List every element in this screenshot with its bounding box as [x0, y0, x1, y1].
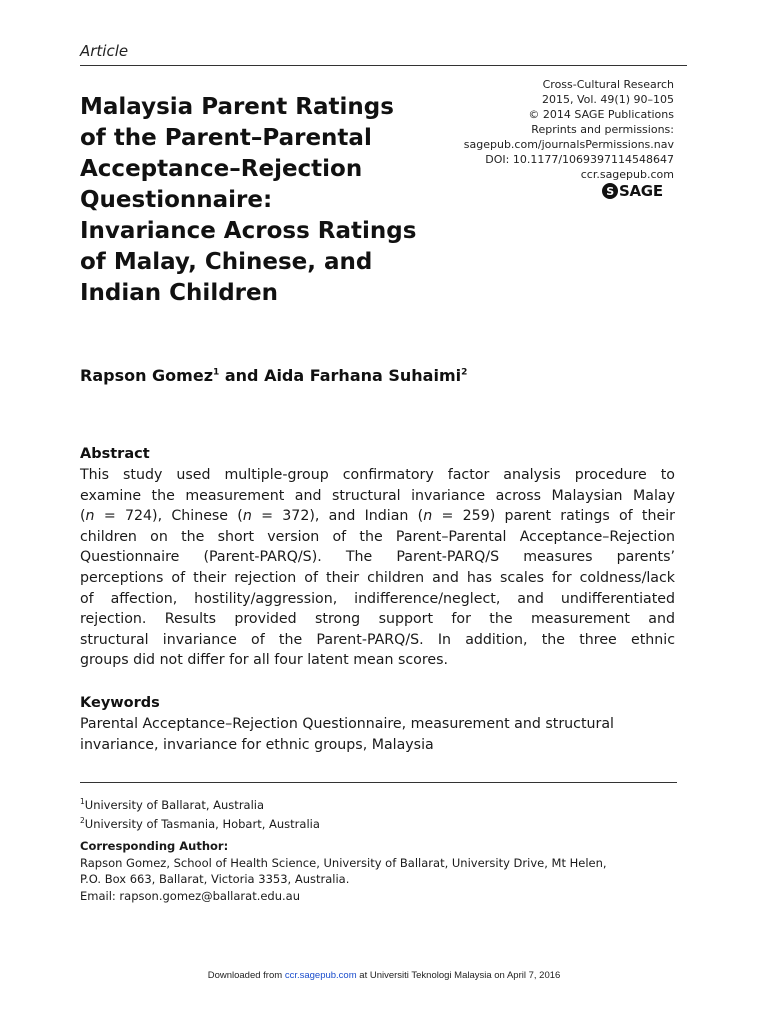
title-line: Indian Children: [80, 280, 278, 306]
corresponding-author: [80, 838, 607, 904]
affiliation-item: $^2$University of Tasmania, Hobart, Australia: [80, 816, 320, 832]
article-type-label: Article: [80, 42, 129, 60]
sage-logo: [602, 182, 663, 200]
title-line: Invariance Across Ratings: [80, 218, 417, 244]
abstract-line: groups did not differ for all four latent mean scores.: [80, 652, 448, 669]
author-name: Rapson Gomez: [80, 366, 214, 385]
corresponding-line: Rapson Gomez, School of Health Science, University of Ballarat, University Drive, Mt Helen,: [80, 855, 607, 870]
journal-url[interactable]: ccr.sagepub.com: [580, 168, 674, 181]
abstract-line: children on the short version of the Parent–Parental Acceptance–Rejection: [80, 528, 675, 545]
footnote-divider: [80, 782, 677, 783]
author-connector: and: [219, 366, 265, 385]
footer-suffix: at Universiti Teknologi Malaysia on April 7, 2016: [356, 970, 561, 981]
title-line: of Malay, Chinese, and: [80, 249, 373, 275]
doi-line[interactable]: DOI: 10.1177/1069397114548647: [485, 153, 674, 166]
title-line: of the Parent–Parental: [80, 125, 372, 151]
download-footer: [0, 970, 768, 981]
abstract-line: examine the measurement and structural invariance across Malaysian Malay: [80, 487, 675, 504]
abstract-line: Questionnaire (Parent-PARQ/S). The Parent-PARQ/S measures parents’: [80, 549, 675, 566]
sage-logo-icon: S: [602, 183, 618, 199]
title-line: Malaysia Parent Ratings: [80, 94, 394, 120]
permissions-link[interactable]: sagepub.com/journalsPermissions.nav: [463, 138, 674, 151]
title-line: Acceptance–Rejection: [80, 156, 363, 182]
abstract-line: of affection, hostility/aggression, indifference/neglect, and undifferentiated: [80, 590, 675, 607]
corresponding-email[interactable]: Email: rapson.gomez@ballarat.edu.au: [80, 888, 301, 903]
footer-prefix: Downloaded from: [207, 970, 285, 981]
keywords-line: Parental Acceptance–Rejection Questionnaire, measurement and structural: [80, 716, 614, 732]
keywords-text: [80, 714, 680, 755]
abstract-line: (n = 724), Chinese (n = 372), and Indian (n = 259) parent ratings of their: [80, 508, 675, 525]
title-line: Questionnaire:: [80, 187, 273, 213]
abstract-line: structural invariance of the Parent-PARQ/S. In addition, the three ethnic: [80, 631, 675, 648]
author-name: Aida Farhana Suhaimi: [264, 366, 462, 385]
affiliation-marker: 1: [213, 367, 220, 378]
copyright-line: © 2014 SAGE Publications: [528, 108, 674, 121]
journal-volume: 2015, Vol. 49(1) 90–105: [541, 93, 674, 106]
abstract-text: [80, 465, 675, 671]
affiliations: [80, 794, 320, 833]
abstract-line: perceptions of their rejection of their children and has scales for coldness/lack: [80, 569, 675, 586]
top-divider: [80, 65, 687, 66]
journal-name: Cross-Cultural Research: [542, 78, 674, 91]
affiliation-marker: 2: [461, 367, 468, 378]
abstract-line: rejection. Results provided strong support for the measurement and: [80, 611, 675, 628]
affiliation-item: $^1$University of Ballarat, Australia: [80, 797, 265, 812]
reprints-label: Reprints and permissions:: [531, 123, 674, 136]
abstract-heading: Abstract: [80, 446, 150, 462]
corresponding-heading: Corresponding Author:: [80, 839, 229, 853]
author-line: [80, 366, 467, 385]
corresponding-line: P.O. Box 663, Ballarat, Victoria 3353, Australia.: [80, 872, 350, 886]
keywords-heading: Keywords: [80, 695, 160, 711]
journal-metadata: [414, 77, 674, 182]
abstract-line: This study used multiple-group confirmatory factor analysis procedure to: [80, 467, 675, 483]
sage-logo-text: SAGE: [619, 182, 663, 200]
keywords-line: invariance, invariance for ethnic groups, Malaysia: [80, 736, 434, 753]
paper-title: [80, 92, 470, 309]
footer-link[interactable]: ccr.sagepub.com: [284, 970, 357, 981]
